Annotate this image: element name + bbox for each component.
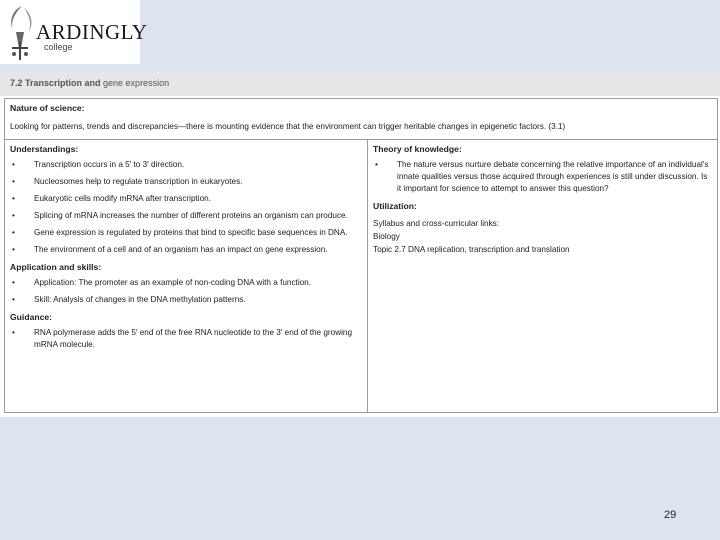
content-row xyxy=(5,140,718,413)
logo-subtitle: college xyxy=(44,42,73,52)
nature-of-science-text: Looking for patterns, trends and discrepancies—there is mounting evidence that the environment can trigger heritable changes in epigenetic factors. (3.1) xyxy=(10,122,566,131)
list-item: • Skill: Analysis of changes in the DNA methylation patterns. xyxy=(10,294,362,306)
right-column xyxy=(368,140,718,413)
title-rest: gene expression xyxy=(100,78,170,88)
college-logo xyxy=(0,0,148,64)
list-item: • Nucleosomes help to regulate transcription in eukaryotes. xyxy=(10,176,362,188)
left-column xyxy=(5,140,368,413)
logo-wordmark: ARDINGLY xyxy=(36,20,148,44)
document-title xyxy=(10,78,169,88)
title-bold: 7.2 Transcription and xyxy=(10,78,101,88)
applications-list xyxy=(10,277,362,306)
understandings-list xyxy=(10,159,362,256)
utilization-heading: Utilization: xyxy=(373,201,417,211)
list-item: • RNA polymerase adds the 5′ end of the free RNA nucleotide to the 3′ end of the growing mRNA molecule. xyxy=(10,327,362,351)
applications-heading: Application and skills: xyxy=(10,262,102,272)
page-number: 29 xyxy=(664,509,677,521)
tok-list xyxy=(373,159,712,195)
nature-of-science-row xyxy=(5,99,718,140)
document-header xyxy=(0,72,720,96)
list-item: • Splicing of mRNA increases the number of different proteins an organism can produce. xyxy=(10,210,362,222)
utilization-line: Biology xyxy=(373,232,400,241)
guidance-heading: Guidance: xyxy=(10,312,53,322)
nature-of-science-cell xyxy=(5,99,718,140)
understandings-heading: Understandings: xyxy=(10,144,79,154)
utilization-line: Syllabus and cross-curricular links: xyxy=(373,219,500,228)
list-item: • Transcription occurs in a 5′ to 3′ direction. xyxy=(10,159,362,171)
list-item: • Gene expression is regulated by proteins that bind to specific base sequences in DNA. xyxy=(10,227,362,239)
list-item: • Application: The promoter as an example of non-coding DNA with a function. xyxy=(10,277,362,289)
nature-of-science-heading: Nature of science: xyxy=(10,103,85,113)
syllabus-document xyxy=(0,72,720,417)
logo-emblem-icon xyxy=(2,2,38,62)
utilization-line: Topic 2.7 DNA replication, transcription and translation xyxy=(373,245,570,254)
syllabus-table xyxy=(4,98,718,413)
list-item: • The nature versus nurture debate concerning the relative importance of an individual's innate qualities versus those acquired through experiences is still under discussion. Is it important for science to attempt to answer this question? xyxy=(373,159,712,195)
tok-heading: Theory of knowledge: xyxy=(373,144,462,154)
list-item: • The environment of a cell and of an organism has an impact on gene expression. xyxy=(10,244,362,256)
list-item: • Eukaryotic cells modify mRNA after transcription. xyxy=(10,193,362,205)
guidance-list xyxy=(10,327,362,351)
